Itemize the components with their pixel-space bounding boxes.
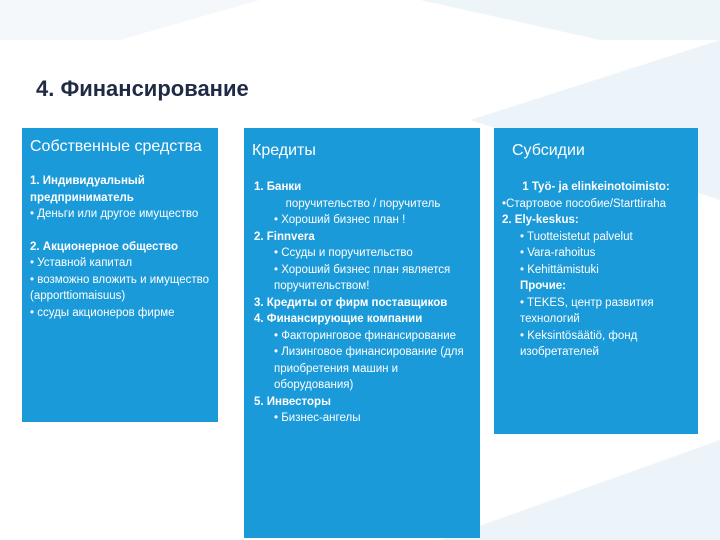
column-subsidies bbox=[494, 128, 698, 434]
list-item: •Стартовое пособие/Starttiraha bbox=[502, 197, 667, 210]
list-item: • Vara-rahoitus bbox=[520, 247, 596, 259]
decor-triangle-bottom bbox=[440, 440, 720, 540]
list-item: • Бизнес-ангелы bbox=[274, 412, 361, 424]
slide-title: 4. Финансирование bbox=[36, 76, 249, 101]
list-item: Прочие: bbox=[520, 280, 566, 292]
decor-band-top-right bbox=[420, 0, 720, 40]
list-item: • Ссуды и поручительство bbox=[274, 247, 413, 259]
column-heading: Собственные средства bbox=[30, 138, 202, 155]
list-item: • Хороший бизнес план ! bbox=[274, 214, 406, 226]
decor-band-top-left bbox=[0, 0, 260, 40]
list-item: • Деньги или другое имущество bbox=[30, 208, 199, 220]
list-item: 1. Индивидуальный предприниматель bbox=[30, 175, 145, 204]
list-item: 2. Акционерное общество bbox=[30, 240, 178, 253]
list-item: 1. Банки bbox=[254, 181, 302, 193]
list-item: • Факторинговое финансирование bbox=[274, 329, 457, 342]
list-item: • Tuotteistetut palvelut bbox=[520, 230, 633, 243]
list-item: • Уставной капитал bbox=[30, 257, 133, 269]
column-heading: Кредиты bbox=[252, 142, 316, 159]
list-item: 2. Ely-keskus: bbox=[502, 214, 579, 226]
list-item: 5. Инвесторы bbox=[254, 395, 331, 408]
list-item: • Лизинговое финансирование (для приобретения машин и оборудования) bbox=[274, 346, 464, 391]
column-own-funds bbox=[22, 128, 218, 422]
list-item: • ссуды акционеров фирме bbox=[30, 306, 175, 319]
list-item: поручительство / поручитель bbox=[285, 197, 441, 210]
column-credits bbox=[244, 128, 480, 538]
list-item: • TEKES, центр развития технологий bbox=[520, 296, 654, 325]
list-item: 3. Кредиты от фирм поставщиков bbox=[254, 296, 448, 309]
list-item: • Хороший бизнес план является поручительством! bbox=[274, 263, 451, 292]
list-item: 4. Финансирующие компании bbox=[254, 313, 423, 325]
list-item: • Keksintösäätiö, фонд изобретателей bbox=[520, 329, 638, 358]
list-item: • возможно вложить и имущество (apporttiomaisuus) bbox=[30, 273, 210, 302]
list-item: 1 Työ- ja elinkeinotoimisto: bbox=[522, 181, 670, 193]
list-item: 2. Finnvera bbox=[254, 230, 315, 243]
column-heading: Субсидии bbox=[512, 142, 585, 159]
list-item: • Kehittämistuki bbox=[520, 263, 599, 276]
